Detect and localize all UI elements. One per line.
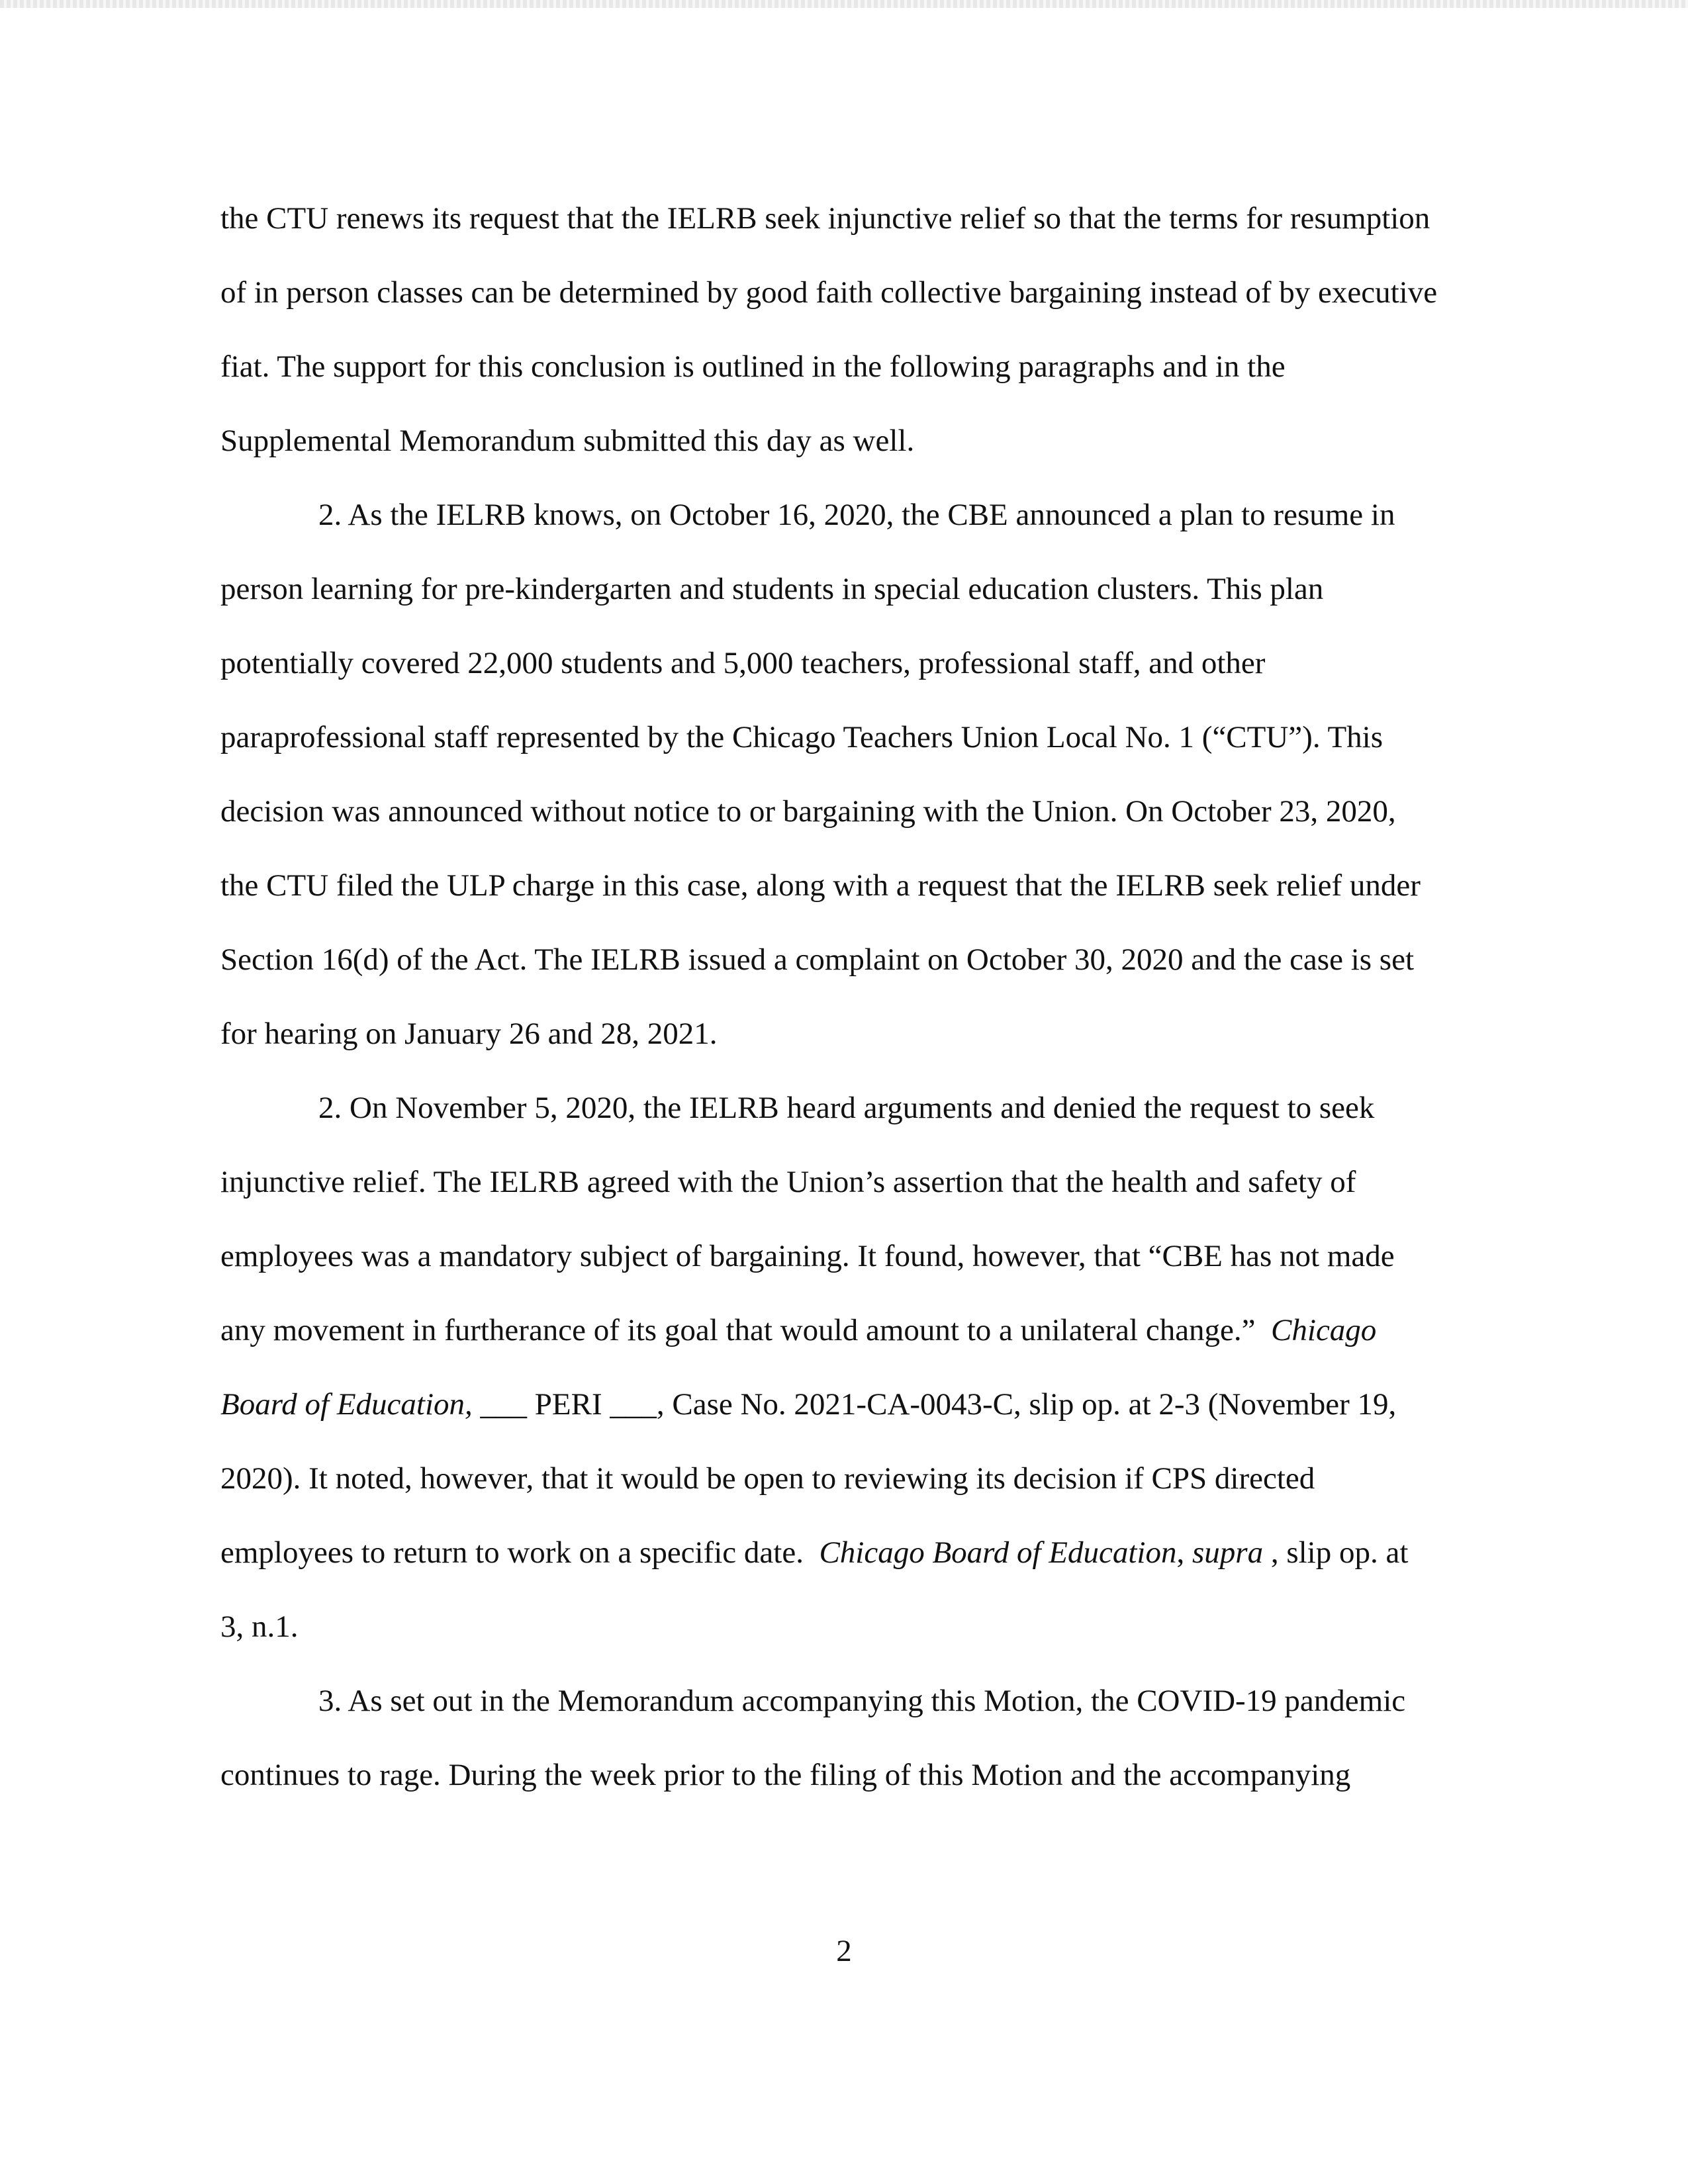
paragraph-start: 3. As set out in the Memorandum accompanying this Motion, the COVID-19 pandemic — [318, 1684, 1406, 1718]
page-number: 2 — [836, 1934, 852, 1968]
text-line: person learning for pre-kindergarten and students in special education clusters. This plan — [220, 572, 1324, 606]
scan-edge-artifact — [0, 0, 1688, 8]
text-line: potentially covered 22,000 students and 5,000 teachers, professional staff, and other — [220, 646, 1266, 680]
text-line: continues to rage. During the week prior to the filing of this Motion and the accompanying — [220, 1758, 1351, 1792]
text-line: the CTU filed the ULP charge in this case, along with a request that the IELRB seek relief under — [220, 868, 1421, 903]
text-line: for hearing on January 26 and 28, 2021. — [220, 1017, 718, 1051]
paragraph-start: 2. On November 5, 2020, the IELRB heard arguments and denied the request to seek — [318, 1091, 1375, 1125]
text-line: injunctive relief. The IELRB agreed with the Union’s assertion that the health and safety of — [220, 1165, 1356, 1199]
text-run: employees to return to work on a specific date. — [220, 1535, 804, 1570]
text-line: Section 16(d) of the Act. The IELRB issued a complaint on October 30, 2020 and the case is set — [220, 942, 1415, 977]
text-line: paraprofessional staff represented by the Chicago Teachers Union Local No. 1 (“CTU”). This — [220, 720, 1383, 754]
citation-pin: , slip op. at — [1263, 1535, 1409, 1570]
text-line: employees was a mandatory subject of bargaining. It found, however, that “CBE has not made — [220, 1239, 1395, 1273]
citation-case-name: Board of Education, — [220, 1387, 473, 1422]
text-line: Supplemental Memorandum submitted this day as well. — [220, 424, 915, 458]
citation-details: ___ PERI ___, Case No. 2021-CA-0043-C, slip op. at 2-3 (November 19, — [472, 1387, 1397, 1422]
text-line — [220, 1310, 1376, 1350]
citation-line — [220, 1385, 1396, 1424]
text-run: any movement in furtherance of its goal that would amount to a unilateral change.” — [220, 1313, 1256, 1347]
citation-separator: , — [1176, 1535, 1192, 1570]
text-line: fiat. The support for this conclusion is outlined in the following paragraphs and in the — [220, 349, 1286, 384]
citation-supra-name: Chicago Board of Education — [819, 1535, 1177, 1570]
citation-supra: supra — [1192, 1535, 1264, 1570]
text-line — [220, 1533, 1408, 1572]
text-line: 2020). It noted, however, that it would be open to reviewing its decision if CPS directed — [220, 1461, 1315, 1496]
text-line: the CTU renews its request that the IELRB seek injunctive relief so that the terms for resumption — [220, 201, 1430, 236]
text-line: 3, n.1. — [220, 1610, 299, 1644]
text-line: of in person classes can be determined by good faith collective bargaining instead of by executive — [220, 275, 1438, 310]
text-line: decision was announced without notice to or bargaining with the Union. On October 23, 2020, — [220, 794, 1396, 829]
paragraph-start: 2. As the IELRB knows, on October 16, 2020, the CBE announced a plan to resume in — [318, 498, 1395, 532]
citation-case-name: Chicago — [1271, 1313, 1377, 1347]
